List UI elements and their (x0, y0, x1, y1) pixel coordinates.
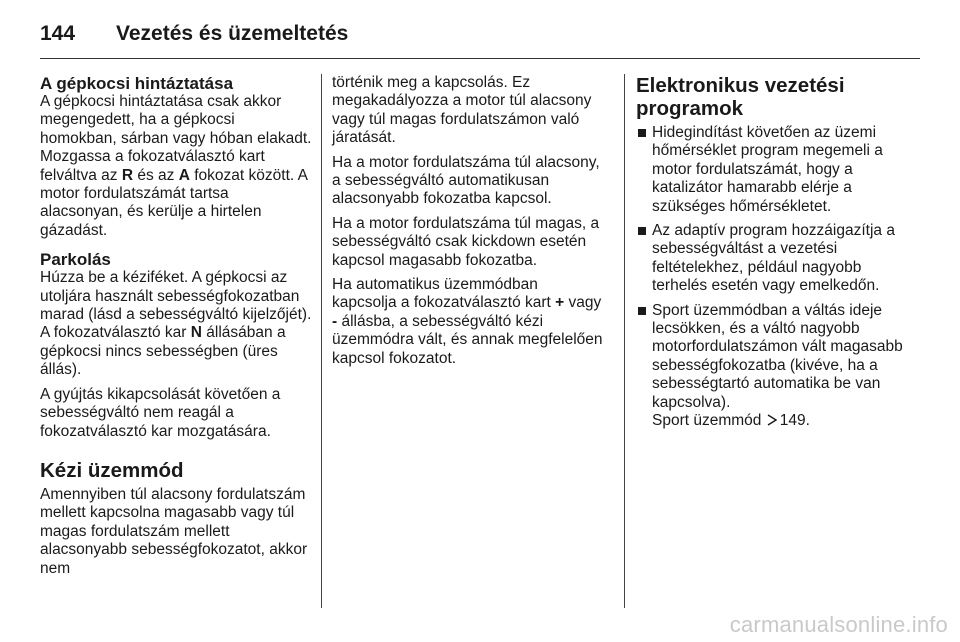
section-heading-manual: Kézi üzemmód (40, 458, 184, 482)
key-a: A (178, 166, 190, 184)
col2-text-4c: állásba, a sebességváltó kézi üzemmódra vált, és annak megfelelően kapcsol fokozatot. (332, 312, 603, 367)
col2-paragraph-1: történik meg a kapcsolás. Ez megakadályozza a motor túl alacsony vagy túl magas fordulatszámon való járatását. (332, 74, 592, 147)
column-1 (40, 74, 312, 584)
col2-text-4b: vagy (564, 294, 602, 312)
rocking-text-1: A gépkocsi hintáztatása csak akkor megengedett, ha a gépkocsi homokban, sárban vagy hóban elakadt. Mozgassa a fokozatválasztó kart felváltva az (40, 93, 312, 184)
sport-mode-reference-label: Sport üzemmód (652, 412, 762, 430)
column-2 (332, 74, 604, 374)
key-plus: + (555, 294, 565, 312)
sport-mode-reference-page[interactable]: 149. (779, 412, 810, 430)
parking-paragraph-2 (40, 324, 312, 379)
column-3 (636, 74, 908, 437)
key-n: N (190, 324, 202, 342)
rocking-text-2: és az (133, 166, 179, 184)
parking-text-2b: állásában a gépkocsi nincs sebességben (üres állás). (40, 324, 286, 379)
manual-paragraph: Amennyiben túl alacsony fordulatszám mellett kapcsolna magasabb vagy túl magas fordulatszám mellett alacsonyabb sebességfokozatot, akkor nem (40, 485, 308, 577)
watermark: carmanualsonline.info (729, 612, 948, 637)
section-heading-programs: Elektronikus vezetési programok (636, 74, 845, 120)
column-divider-2 (624, 74, 625, 608)
square-bullet-icon (638, 129, 646, 137)
rocking-text-3: fokozat között. A motor fordulatszámát tartsa alacsonyan, és kerülje a hirtelen gázadást. (40, 166, 308, 239)
list-item (636, 302, 908, 431)
column-divider-1 (321, 74, 322, 608)
page-header (40, 14, 920, 54)
col2-paragraph-4 (332, 276, 604, 368)
col2-paragraph-2: Ha a motor fordulatszáma túl alacsony, a sebességváltó automatikusan alacsonyabb fokozatba kapcsol. (332, 153, 600, 208)
list-item (636, 124, 908, 216)
page-number: 144 (40, 22, 76, 45)
parking-paragraph-1: Húzza be a kéziféket. A gépkocsi az utoljára használt sebességfokozatban marad (lásd a sebességváltó kijelzőjét). (40, 269, 312, 324)
square-bullet-icon (638, 227, 646, 235)
key-r: R (121, 166, 134, 184)
header-rule (40, 58, 920, 59)
col2-paragraph-3: Ha a motor fordulatszáma túl magas, a sebességváltó csak kickdown esetén kapcsol magasabb fokozatba. (332, 214, 600, 269)
col2-text-4a: Ha automatikus üzemmódban kapcsolja a fokozatválasztó kart (332, 276, 556, 312)
parking-text-2a: A fokozatválasztó kar (40, 324, 191, 342)
square-bullet-icon (638, 307, 646, 315)
list-item-text: Hidegindítást követően az üzemi hőmérséklet program megemeli a motor fordulatszámát, hogy a katalizátor hamarabb elérje a szükséges hőmérsékletet. (652, 124, 883, 215)
section-heading-rocking: A gépkocsi hintáztatása (40, 74, 234, 93)
list-item-text: Az adaptív program hozzáigazítja a sebességváltást a vezetési feltételekhez, például nagyobb terhelés esetén vagy emelkedőn. (652, 222, 895, 295)
list-item-text: Sport üzemmódban a váltás ideje lecsökken, és a váltó nagyobb motorfordulatszámon vált magasabb sebességfokozatba (kivéve, ha a sebességtartó automatika be van kapcsolva). (652, 301, 903, 411)
parking-paragraph-3: A gyújtás kikapcsolását követően a sebességváltó nem reagál a fokozatválasztó kar mozgatására. (40, 385, 281, 440)
key-minus: - (332, 312, 338, 330)
page-title: Vezetés és üzemeltetés (116, 22, 349, 45)
page-reference-arrow-icon[interactable] (767, 414, 777, 426)
list-item (636, 222, 908, 296)
section-heading-parking: Parkolás (40, 250, 111, 270)
rocking-paragraph (40, 93, 312, 240)
programs-list (636, 124, 908, 431)
